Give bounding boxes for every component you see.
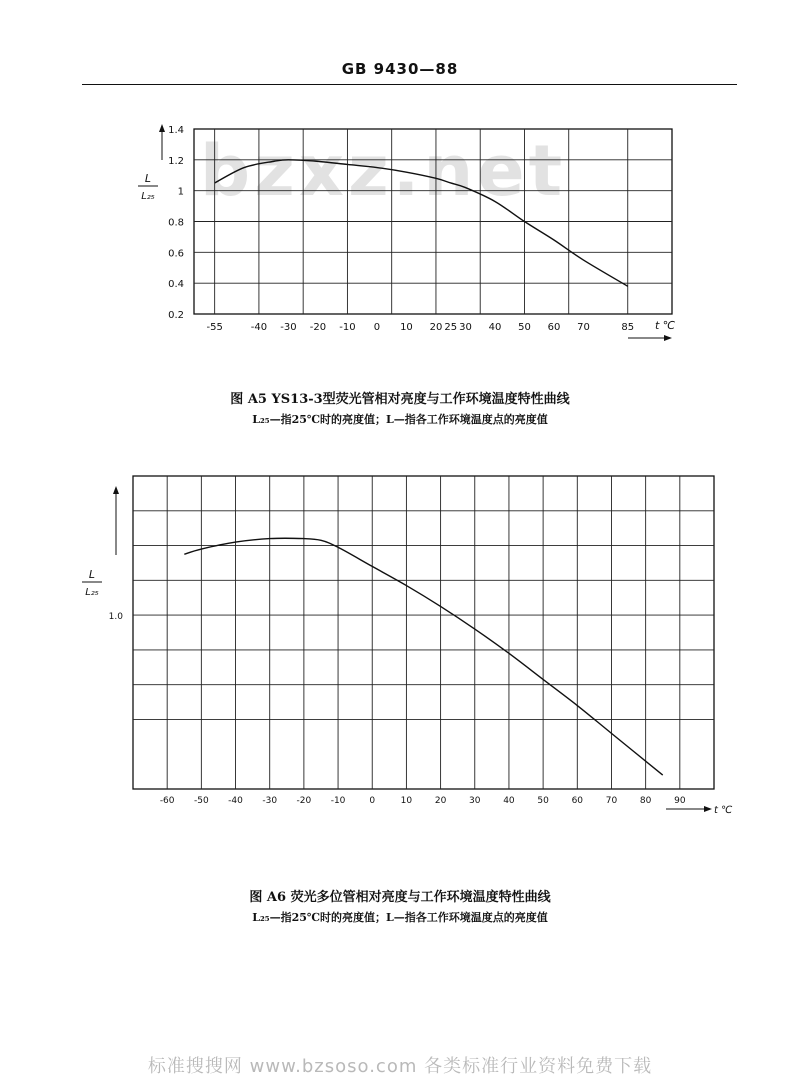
footer-watermark: 标准搜搜网 www.bzsoso.com 各类标准行业资料免费下载 [147,1056,653,1077]
figure-a6-caption: 图 A6 荧光多位管相对亮度与工作环境温度特性曲线 [249,890,551,905]
a6-x-tick-label: -30 [262,796,278,806]
a5-x-tick-label: -30 [280,322,297,333]
figure-a6-chart [0,460,800,830]
a5-x-tick-label: 20 [429,322,443,333]
a6-x-ticks [160,796,686,806]
a6-x-tick-label: -40 [228,796,243,806]
a6-x-tick-label: -10 [330,796,346,806]
a5-xlabel: t ℃ [655,319,676,332]
a6-curve [184,538,662,775]
a6-x-tick-label: 40 [503,796,515,806]
figure-a5-caption: 图 A5 YS13-3型荧光管相对亮度与工作环境温度特性曲线 [230,392,570,407]
a5-grid [194,129,672,314]
a6-x-tick-label: 0 [369,796,376,806]
figure-a5-chart [0,110,800,350]
a6-x-tick-label: 50 [537,796,549,806]
a6-y-tick-label: 1.0 [108,612,123,623]
a5-y-arrow-head [159,124,165,132]
a5-x-tick-label: 70 [577,322,590,333]
a6-x-tick-label: 20 [434,796,447,806]
a5-y-tick-label: 0.4 [168,279,184,291]
standard-number: GB 9430—88 [341,60,459,78]
a5-x-tick-label: 25 [444,322,458,333]
a5-x-tick-label: 30 [459,322,472,333]
figure-a6-note: L₂₅—指25℃时的亮度值；L—指各工作环境温度点的亮度值 [252,911,548,924]
a5-ylabel-bottom: L₂₅ [141,191,155,202]
a5-y-tick-label: 1 [177,186,184,198]
a5-x-tick-label: -20 [309,322,327,333]
a6-x-tick-label: 60 [571,796,584,806]
a5-x-tick-label: 85 [621,322,635,333]
a6-x-tick-label: 70 [605,796,618,806]
a6-x-tick-label: -20 [296,796,312,806]
a5-y-tick-label: 1.4 [168,125,184,136]
figure-a5-note: L₂₅—指25℃时的亮度值；L—指各工作环境温度点的亮度值 [252,413,548,426]
a5-x-tick-label: 50 [518,322,531,333]
a6-x-arrow-head [704,806,712,812]
a6-x-tick-label: 30 [469,796,481,806]
a5-x-tick-label: 40 [488,322,502,333]
watermark: bzxz.net [200,130,567,212]
a5-x-tick-label: -40 [250,322,268,333]
a6-x-tick-label: 90 [674,796,686,806]
a6-x-tick-label: 80 [639,796,652,806]
a5-x-arrow-head [664,335,672,341]
a5-x-tick-label: 60 [547,322,561,333]
a5-curve [215,160,628,286]
a6-ylabel-bottom: L₂₅ [85,587,99,598]
a6-x-tick-label: -60 [159,796,175,806]
a6-x-tick-label: -50 [194,796,209,806]
a5-x-tick-label: 0 [373,322,381,333]
a5-y-ticks [168,125,184,321]
a6-grid [133,476,714,789]
a6-y-ticks [109,612,124,622]
a5-x-tick-label: 10 [400,322,413,333]
a5-x-ticks [206,322,634,333]
a5-y-tick-label: 0.8 [168,217,184,229]
a5-x-tick-label: -55 [206,322,223,333]
a5-y-tick-label: 1.2 [168,155,184,167]
a6-frame [133,476,714,789]
a5-ylabel-top: L [144,172,152,185]
a6-ylabel-top: L [88,568,96,581]
a5-y-tick-label: 0.2 [168,310,184,321]
a5-y-tick-label: 0.6 [168,248,184,260]
a6-y-arrow-head [113,486,119,494]
a6-x-tick-label: 10 [400,796,413,806]
a6-xlabel: t ℃ [714,805,733,816]
header-rule [82,84,737,85]
a5-x-tick-label: -10 [339,322,356,333]
